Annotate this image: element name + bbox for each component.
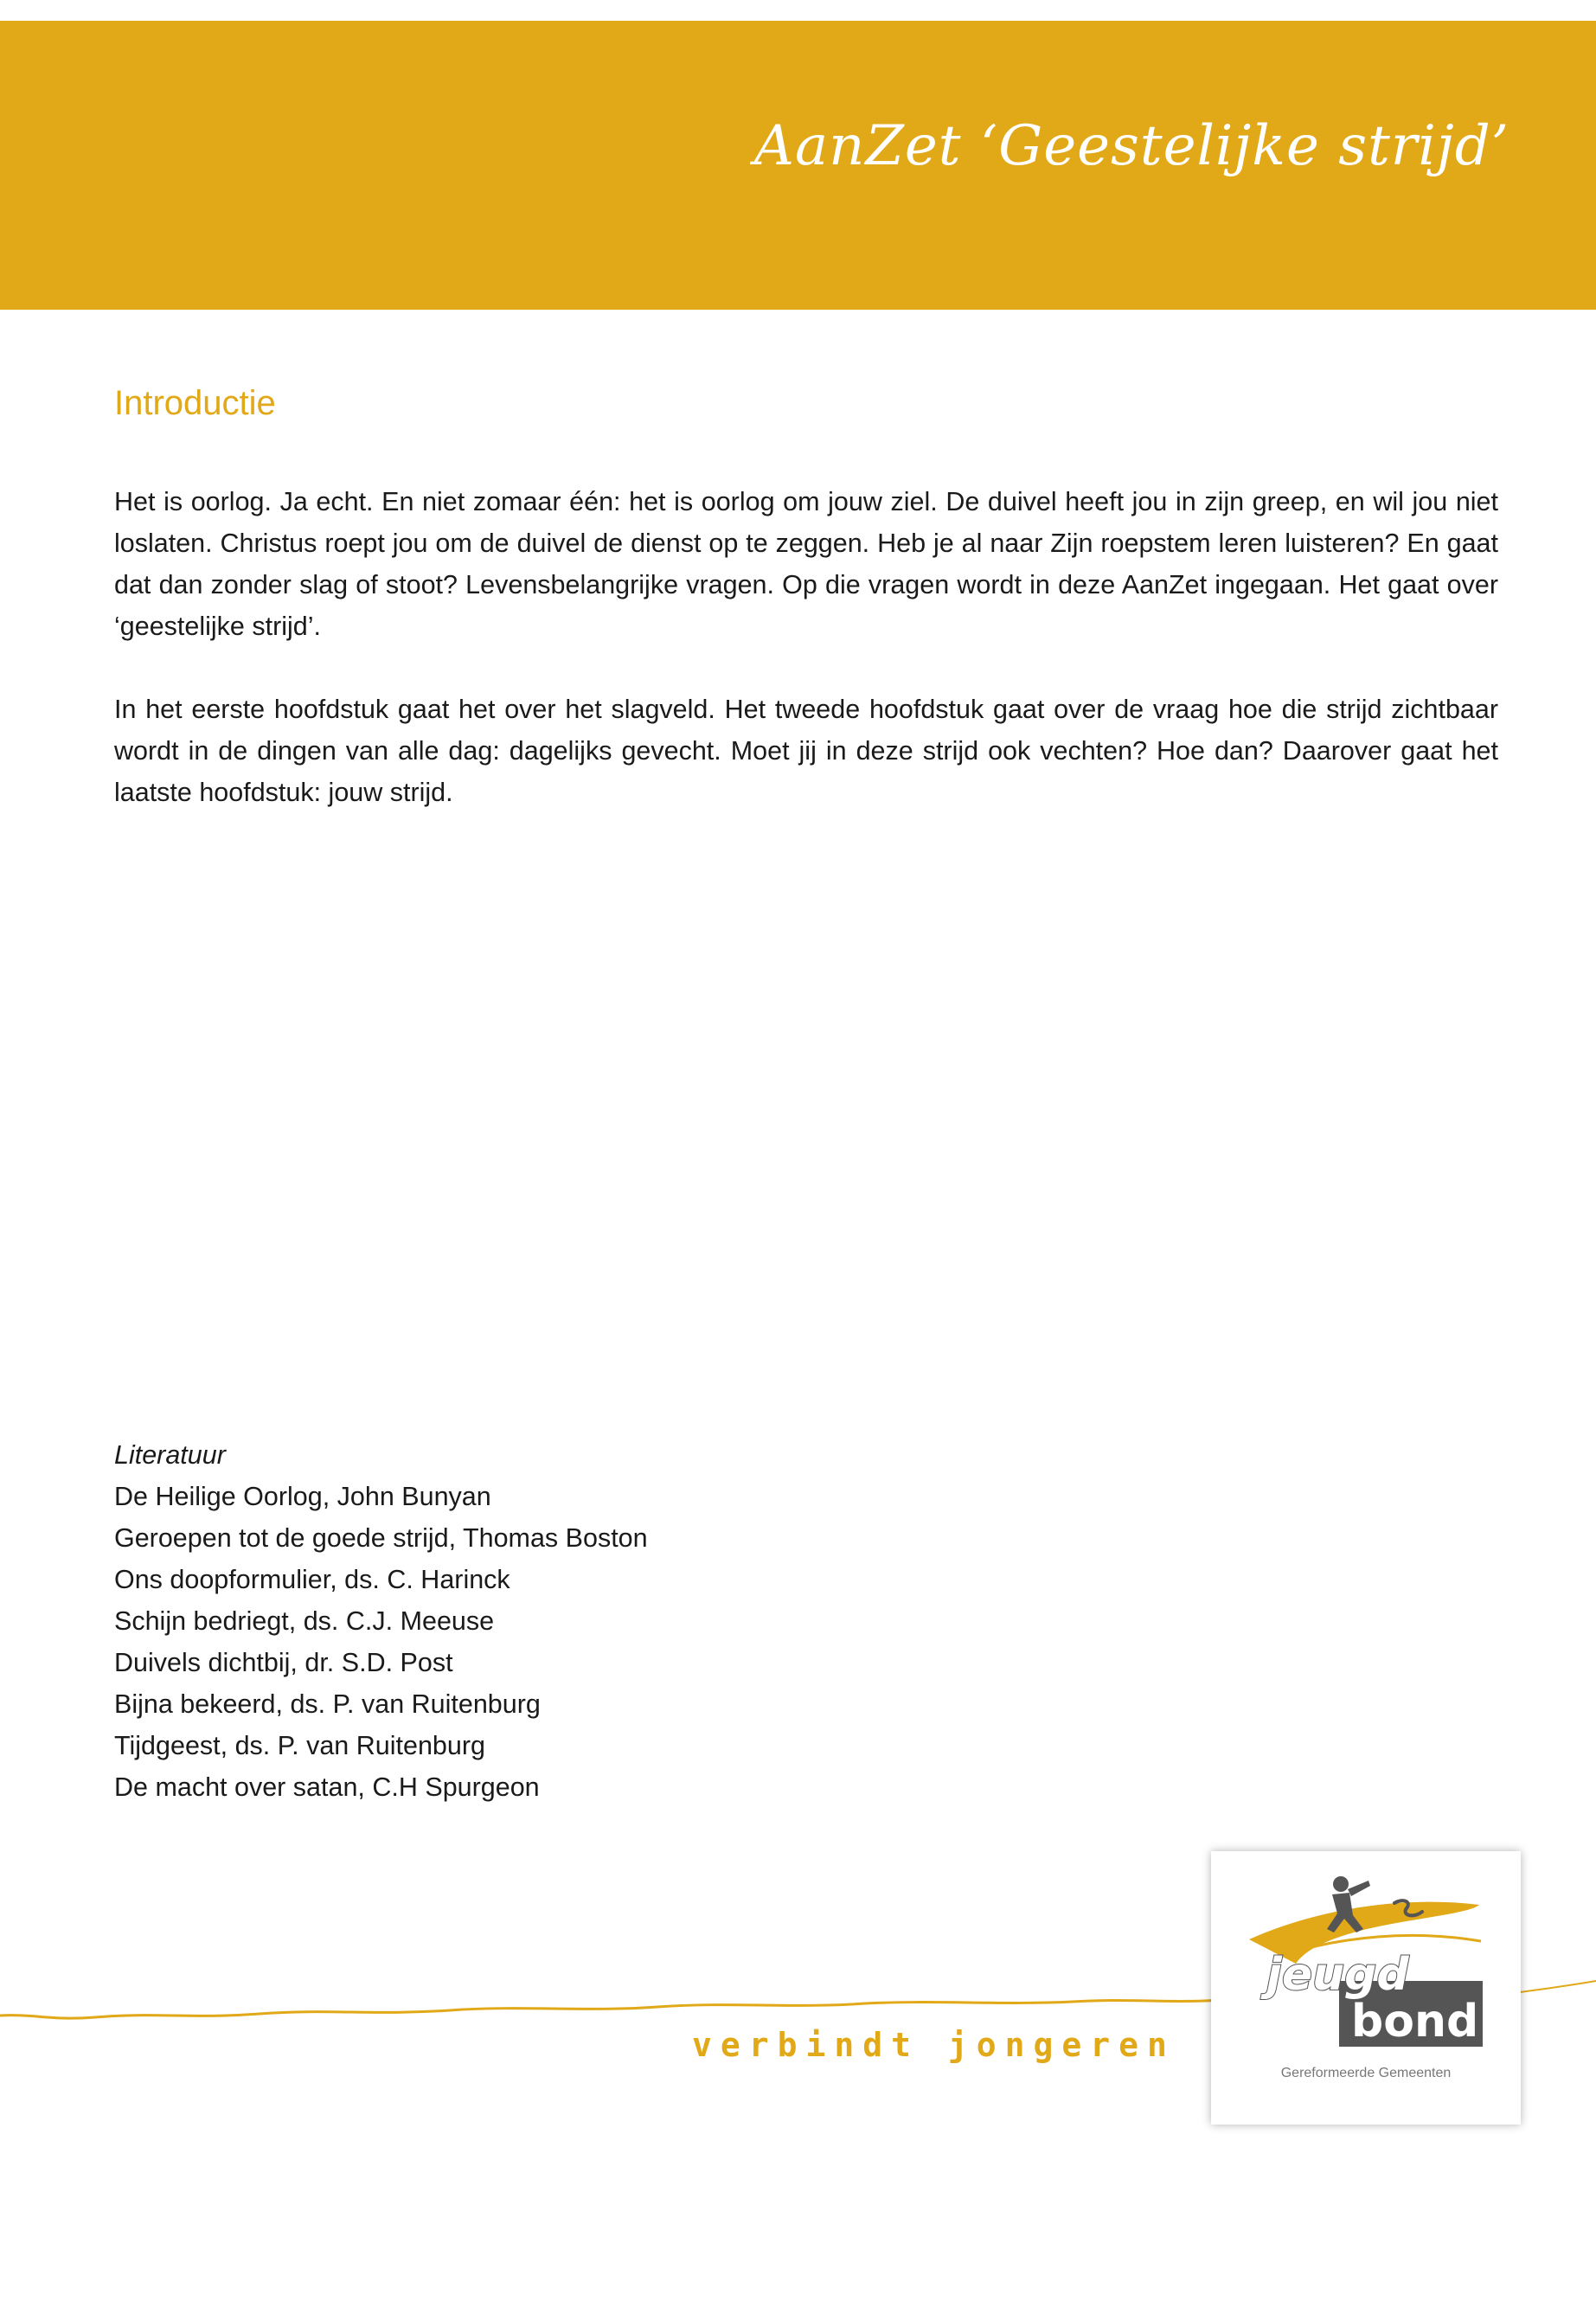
literature-item: Geroepen tot de goede strijd, Thomas Boston [114,1523,648,1553]
literature-item: Tijdgeest, ds. P. van Ruitenburg [114,1731,485,1760]
document-title: AanZet ‘Geestelijke strijd’ [753,114,1509,178]
intro-body [114,481,1498,855]
literature-item: Ons doopformulier, ds. C. Harinck [114,1565,510,1594]
literature-section [114,1434,979,1808]
section-heading-introductie: Introductie [114,384,276,422]
literature-heading: Literatuur [114,1440,226,1470]
literature-list [114,1476,979,1808]
logo-word-jeugd: jeugd [1266,1949,1409,2001]
logo-subtitle: Gereformeerde Gemeenten [1280,2066,1452,2080]
literature-item: Duivels dichtbij, dr. S.D. Post [114,1648,453,1677]
literature-item: Schijn bedriegt, ds. C.J. Meeuse [114,1606,495,1636]
tagline: verbindt jongeren [692,2026,1176,2064]
intro-paragraph: Het is oorlog. Ja echt. En niet zomaar één: het is oorlog om jouw ziel. De duivel heeft jou in zijn greep, en wil jou niet loslaten. Christus roept jou om de duivel de dienst op te zeggen. Heb je al naar Zijn roepstem leren luisteren? En gaat dat dan zonder slag of stoot? Levensbelangrijke vragen. Op die vragen wordt in deze AanZet ingegaan. Het gaat over ‘geestelijke strijd’. [114,487,1498,641]
logo-word-bond: bond [1351,1996,1479,2048]
literature-item: Bijna bekeerd, ds. P. van Ruitenburg [114,1689,541,1719]
jeugdbond-logo [1211,1851,1521,2125]
logo-graphic [1211,1851,1521,2125]
literature-item: De macht over satan, C.H Spurgeon [114,1772,540,1802]
intro-paragraph: In het eerste hoofdstuk gaat het over het slagveld. Het tweede hoofdstuk gaat over de vraag hoe die strijd zichtbaar wordt in de dingen van alle dag: dagelijks gevecht. Moet jij in deze strijd ook vechten? Hoe dan? Daarover gaat het laatste hoofdstuk: jouw strijd. [114,695,1498,807]
literature-item: De Heilige Oorlog, John Bunyan [114,1482,491,1511]
